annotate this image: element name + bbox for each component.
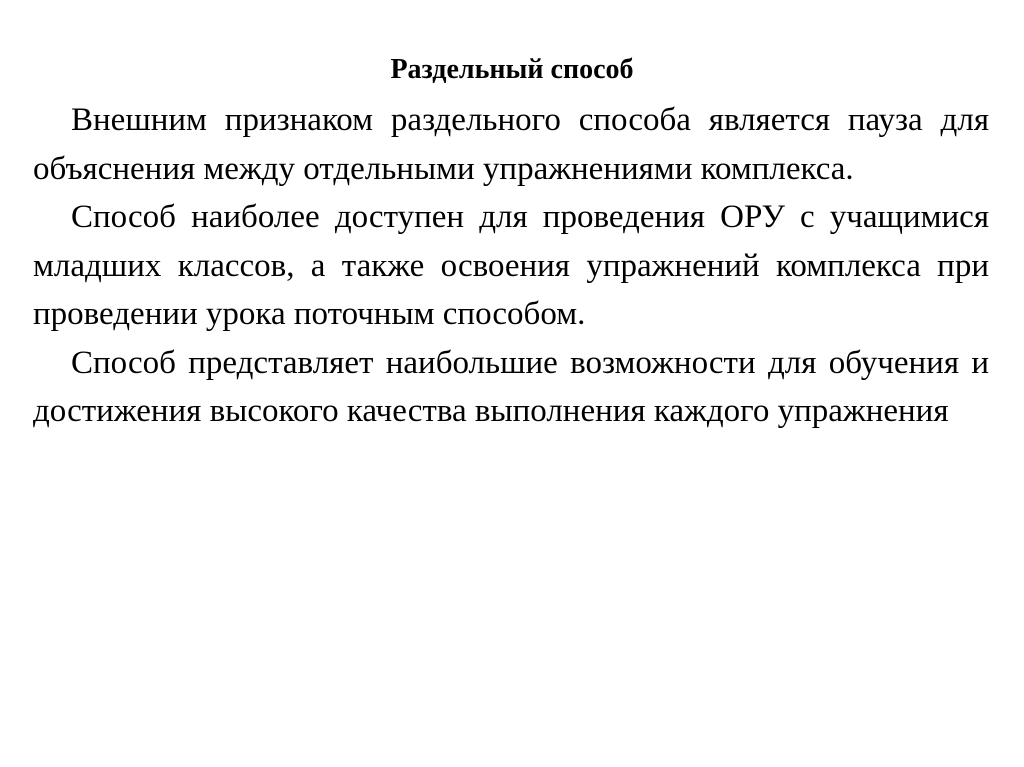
slide-body [33, 96, 989, 436]
paragraph-opportunities: Способ представляет наибольшие возможности для обучения и достижения высокого качества выполнения каждого упражнения [33, 344, 989, 429]
paragraph-accessibility: Способ наиболее доступен для проведения ОРУ с учащимися младших классов, а также освоения упражнений комплекса при проведении урока поточным способом. [33, 199, 989, 332]
slide-title: Раздельный способ [390, 54, 634, 85]
paragraph-external-sign: Внешним признаком раздельного способа является пауза для объяснения между отдельными упражнениями комплекса. [33, 102, 989, 187]
